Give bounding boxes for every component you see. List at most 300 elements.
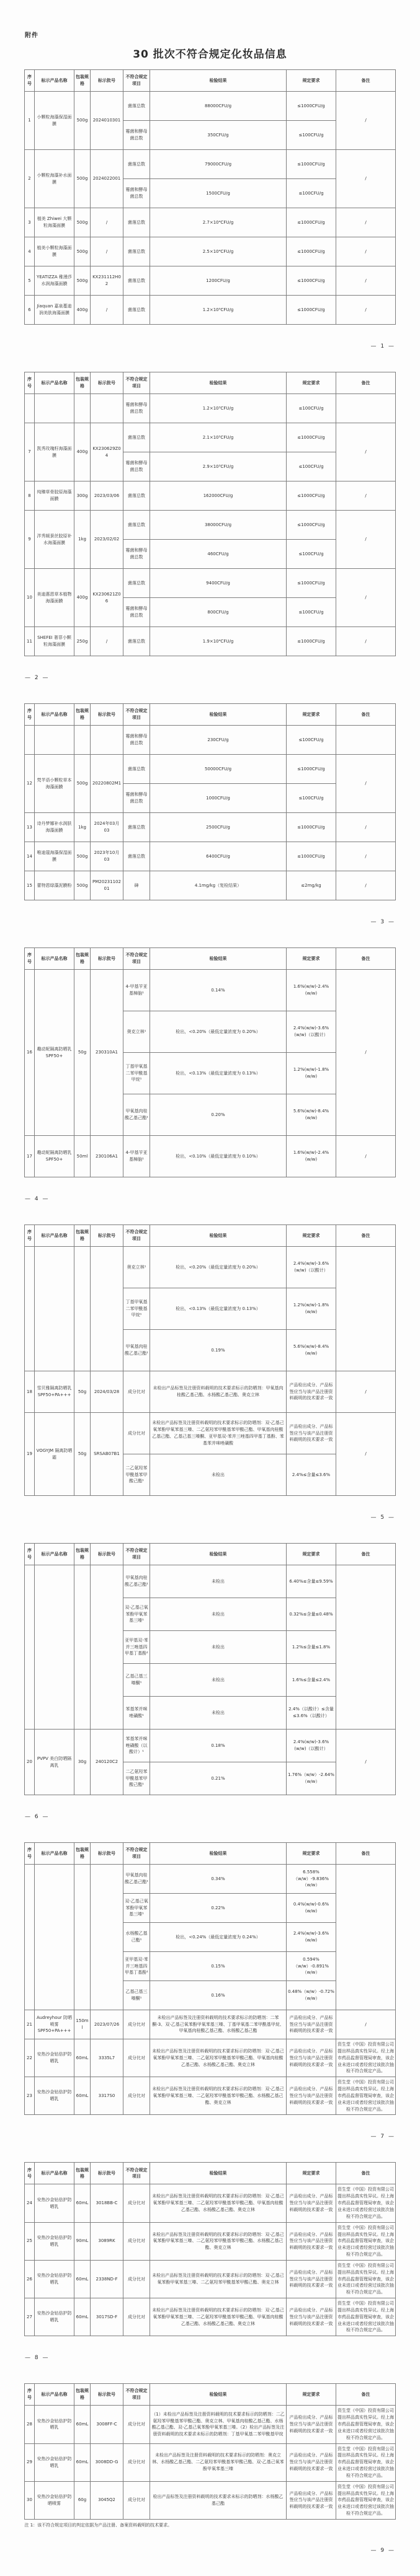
cell-requirement: 6.40%≤含量≤9.59%	[287, 1565, 336, 1598]
cell-no: 20	[25, 1730, 35, 1795]
col-header: 规定要求	[287, 372, 336, 394]
cell-batch: 240120C2	[91, 1730, 123, 1795]
col-header: 备注	[336, 948, 396, 970]
cell-spec: 60mL	[74, 2039, 91, 2077]
cell-item: 霉菌和酵母菌总数	[123, 452, 150, 481]
cell-requirement: 0.48%（w/w）-0.72%（w/w）	[287, 1981, 336, 2010]
cell-remark: /	[336, 266, 396, 296]
cell-item: 霉菌和酵母菌总数	[123, 179, 150, 208]
header-row	[25, 1544, 396, 1565]
cell-batch: /	[91, 237, 123, 266]
cell-remark: /	[336, 481, 396, 511]
cell-item: 奥克立林¹	[123, 1247, 150, 1288]
cell-product-name: 小颗粒海藻保湿面膜	[35, 92, 74, 150]
cell-batch: 2023/07/26	[91, 2010, 123, 2039]
cell-requirement: ≤1000CFU/g	[287, 92, 336, 121]
cell-product-name: 蕾特恩绿藻泥膜粉	[35, 871, 74, 900]
col-header: 标示批号	[91, 704, 123, 726]
col-header: 标示产品名称	[35, 948, 74, 970]
footnote: 注 1：该不符合规定项目的判定依据为产品注册、备案资料载明的技术要求。	[24, 2522, 172, 2528]
page-section-9	[0, 2383, 420, 2554]
col-header: 序号	[25, 704, 35, 726]
cell-result: 2.5×10⁴CFU/g	[150, 237, 287, 266]
cell-item: 丁基甲氧基二苯甲酰基甲烷¹	[123, 1053, 150, 1094]
cell-product-name: 凯秀玫瑰籽海藻面膜	[35, 423, 74, 481]
col-header: 检验结果	[150, 70, 287, 92]
cell-batch: /	[91, 208, 123, 237]
col-header: 包装规格	[74, 372, 91, 394]
table-head	[25, 2384, 396, 2406]
cell-item: 成分比对	[123, 2010, 150, 2039]
cell-batch: KX230621Z06	[91, 569, 123, 627]
cell-batch: 3008DD-G	[91, 2443, 123, 2481]
cell-remark: /	[336, 237, 396, 266]
cell-no: 29	[25, 2443, 35, 2481]
cell-result: 未检出	[150, 1598, 287, 1631]
header-row	[25, 372, 396, 394]
cell-spec: 60mL	[74, 2406, 91, 2443]
attachment-label: 附件	[25, 32, 38, 39]
table-row	[25, 1865, 396, 1894]
cell-result: 1.2×10³CFU/g	[150, 394, 287, 423]
col-header: 备注	[336, 70, 396, 92]
cell-requirement: ≤1000CFU/g	[287, 237, 336, 266]
cell-item: 成分比对	[123, 2481, 150, 2519]
cell-requirement: ≤1000CFU/g	[287, 481, 336, 511]
table-row	[25, 2481, 396, 2519]
cell-item: 成分比对	[123, 2222, 150, 2260]
cell-result: 0.16%	[150, 1981, 287, 2010]
cell-item: 甲氧基肉桂酸乙基己酯¹	[123, 1330, 150, 1371]
cell-item: 双-乙基己氧苯酚甲氧苯基三嗪¹	[123, 1894, 150, 1923]
cell-spec	[74, 726, 91, 755]
cell-spec: 50g	[74, 1371, 91, 1413]
cell-product-name: 纯臻草骨胶原海藻面膜	[35, 481, 74, 511]
table-row	[25, 970, 396, 1011]
cell-result: 1.9×10⁴CFU/g	[150, 627, 287, 656]
cell-batch: KX231112H02	[91, 266, 123, 296]
cell-spec: 500g	[74, 150, 91, 208]
col-header: 序号	[25, 1225, 35, 1247]
cell-item: 成分比对	[123, 1371, 150, 1413]
cell-item: 菌落总数	[123, 842, 150, 871]
table-row	[25, 813, 396, 842]
cell-result: 检出，<0.20%（最低定量浓度为 0.20%）	[150, 1011, 287, 1053]
cell-item: 亚甲基双-苯并三唑基四甲基丁基酚¹	[123, 1631, 150, 1664]
table-row	[25, 92, 396, 121]
cell-requirement: 产品检出成分、产品标签应当与该产品注册资料载明的技术要求一致	[287, 2406, 336, 2443]
cell-requirement: ≤100CFU/g	[287, 726, 336, 755]
table-row	[25, 2010, 396, 2039]
table-row	[25, 1371, 396, 1413]
cell-result: 检出，<0.24%（最低定量浓度为 0.24%）	[150, 1923, 287, 1952]
cell-requirement: 1.76%（w/w）-2.64%（w/w）	[287, 1762, 336, 1795]
cell-requirement: ≤1000CFU/g	[287, 511, 336, 540]
cell-result: （1）未检出产品标签及注册资料载明的技术要求标示的防晒剂：二乙氨羟苯甲酰基苯甲酸己酯、奥克立林、甲氧基肉桂酸乙基己酯、水杨酸乙基己酯、双-乙基己氧苯酚甲氧苯基三嗪。（2）检出产品标签及注册资料载明的技术要求未标示的防晒剂：丁基甲氧基二苯甲酰基甲烷	[150, 2406, 287, 2443]
cell-no: 8	[25, 481, 35, 511]
cell-result: 2.1×10⁵CFU/g	[150, 423, 287, 452]
cell-batch: 3018BB-C	[91, 2184, 123, 2222]
col-header: 包装规格	[74, 1843, 91, 1865]
cell-spec: 50g	[74, 1413, 91, 1496]
col-header: 规定要求	[287, 1225, 336, 1247]
cell-requirement: 产品检出成分、产品标签应当与该产品注册资料载明的技术要求一致	[287, 2260, 336, 2298]
header-row	[25, 704, 396, 726]
col-header: 包装规格	[74, 70, 91, 92]
cell-result: 0.22%	[150, 1894, 287, 1923]
cell-item: 霉菌和酵母菌总数	[123, 394, 150, 423]
page-number: — 3 —	[370, 919, 395, 925]
cell-batch	[91, 1565, 123, 1730]
cell-batch: 2023/03/06	[91, 481, 123, 511]
cell-requirement: 2.4%(w/w)-3.6%(w/w)（以酸计）	[287, 1011, 336, 1053]
col-header: 序号	[25, 948, 35, 970]
cell-item: 霉菌和酵母菌总数	[123, 598, 150, 627]
cell-remark: 资生堂（中国）投资有限公司提出样品真实性异议。经上海市药品监督管理局审查，该企业未进口或者经营过该批次抽检不符合规定产品。	[336, 2298, 396, 2336]
col-header: 标示批号	[91, 70, 123, 92]
cell-batch: /	[91, 296, 123, 325]
col-header: 备注	[336, 2163, 396, 2184]
cell-item: 奥克立林¹	[123, 1011, 150, 1053]
table-head	[25, 70, 396, 92]
cell-item: 双-乙基己氧苯酚甲氧苯基三嗪¹	[123, 1598, 150, 1631]
cell-remark: /	[336, 150, 396, 208]
data-table-page-7	[24, 1842, 396, 2115]
cell-result: 未检出	[150, 1565, 287, 1598]
cell-batch: 2024022001	[91, 150, 123, 208]
cell-no: 6	[25, 296, 35, 325]
cell-no: 2	[25, 150, 35, 208]
table-row	[25, 1413, 396, 1454]
cell-remark: /	[336, 296, 396, 325]
col-header: 包装规格	[74, 948, 91, 970]
col-header: 包装规格	[74, 2163, 91, 2184]
cell-product-name: PVPV 美白防晒隔离乳	[35, 1730, 74, 1795]
cell-no	[25, 1247, 35, 1371]
table-row	[25, 1565, 396, 1598]
cell-remark: /	[336, 842, 396, 871]
cell-item: 乙基己基三嗪酮¹	[123, 1664, 150, 1697]
cell-product-name: 诗丹梦娜补水润肤海藻面膜	[35, 813, 74, 842]
cell-requirement: 2.4%(w/w)-3.6%(w/w)（以酸计）	[287, 1730, 336, 1762]
cell-spec: 500g	[74, 755, 91, 813]
col-header: 不符合规定项目	[123, 2384, 150, 2406]
table-row	[25, 150, 396, 179]
cell-product-name: 植美小颗粒海藻面膜	[35, 237, 74, 266]
cell-requirement: ≤1000CFU/g	[287, 755, 336, 784]
cell-remark: /	[336, 755, 396, 813]
cell-item: 成分比对	[123, 2039, 150, 2077]
cell-result: 162000CFU/g	[150, 481, 287, 511]
cell-spec: 30g	[74, 1730, 91, 1795]
cell-batch: 20220802M1	[91, 755, 123, 813]
table-row	[25, 2039, 396, 2077]
cell-no: 1	[25, 92, 35, 150]
cell-remark: /	[336, 1413, 396, 1496]
cell-batch: 3008FF-C	[91, 2406, 123, 2443]
cell-result: 未检出产品标签及注册资料载明的技术要求标示的防晒剂：奥克立林、水杨酸乙基己酯、二乙氨羟苯甲酰基苯甲酸己酯、双-乙基己氧苯酚甲氧苯基三嗪	[150, 2443, 287, 2481]
col-header: 标示产品名称	[35, 1843, 74, 1865]
cell-remark	[336, 1865, 396, 2010]
cell-no	[25, 394, 35, 423]
col-header: 规定要求	[287, 948, 336, 970]
cell-spec: 300g	[74, 481, 91, 511]
page-number: — 5 —	[370, 1514, 395, 1521]
cell-requirement: 6.558%（w/w）-9.836%（w/w）	[287, 1865, 336, 1894]
page-section-5	[0, 1224, 420, 1521]
cell-requirement: ≤100CFU/g	[287, 121, 336, 150]
cell-product-name	[35, 726, 74, 755]
cell-spec	[74, 1565, 91, 1730]
cell-requirement: 产品检出成分、产品标签应当与该产品注册资料载明的技术要求一致	[287, 2298, 336, 2336]
col-header: 序号	[25, 372, 35, 394]
table-row	[25, 2077, 396, 2115]
cell-batch	[91, 1247, 123, 1371]
cell-requirement: ≤1000CFU/g	[287, 266, 336, 296]
cell-no: 10	[25, 569, 35, 627]
col-header: 检验结果	[150, 2384, 287, 2406]
page-title: 30 批次不符合规定化妆品信息	[133, 48, 287, 61]
table-head	[25, 1225, 396, 1247]
cell-spec	[74, 394, 91, 423]
page-section-8	[0, 2162, 420, 2361]
cell-product-name	[35, 1865, 74, 2010]
cell-remark: /	[336, 2010, 396, 2039]
cell-no: 22	[25, 2039, 35, 2077]
cell-result: 未检出	[150, 1664, 287, 1697]
cell-result: 未检出产品标签及注册资料载明的技术要求标示的防晒剂：双-乙基己氧苯酚甲氧苯基三嗪、二乙氨羟苯甲酰基苯甲酸己酯、甲氧基肉桂酸乙基己酯、水杨酸乙基己酯、奥克立林	[150, 2184, 287, 2222]
cell-requirement: ≤1000CFU/g	[287, 423, 336, 452]
col-header: 备注	[336, 2384, 396, 2406]
col-header: 包装规格	[74, 1544, 91, 1565]
cell-spec: 50ml	[74, 1136, 91, 1177]
cell-requirement: 产品检出成分、产品标签应当与该产品注册资料载明的技术要求一致	[287, 2039, 336, 2077]
cell-result: 230CFU/g	[150, 726, 287, 755]
cell-requirement: 产品检出成分、产品标签应当与该产品注册资料载明的技术要求一致	[287, 2184, 336, 2222]
col-header: 序号	[25, 2384, 35, 2406]
cell-no: 26	[25, 2260, 35, 2298]
table-row	[25, 2298, 396, 2336]
col-header: 不符合规定项目	[123, 1225, 150, 1247]
cell-item: 苯基苯并咪唑磺酸¹	[123, 1697, 150, 1730]
col-header: 备注	[336, 372, 396, 394]
cell-requirement: 1.6%(w/w)-2.4%(w/w)	[287, 1136, 336, 1177]
cell-result: 未检出产品标签及注册资料载明的技术要求标示的防晒剂：双-乙基己氧苯酚甲氧苯基三嗪、二乙氨羟苯甲酰基苯甲酸己酯、水杨酸乙基己酯、奥克立林	[150, 2222, 287, 2260]
cell-no: 4	[25, 237, 35, 266]
cell-no: 11	[25, 627, 35, 656]
cell-requirement: 产品检出成分、产品标签应当与该产品注册资料载明的技术要求一致	[287, 2010, 336, 2039]
cell-remark: 资生堂（中国）投资有限公司提出样品真实性异议。经上海市药品监督管理局审查，该企业未进口或者经营过该批次抽检不符合规定产品。	[336, 2443, 396, 2481]
cell-remark: /	[336, 423, 396, 481]
cell-result: 4.1mg/kg（复检结果）	[150, 871, 287, 900]
cell-batch	[91, 394, 123, 423]
cell-requirement: 产品检出成分、产品标签应当与该产品注册资料载明的技术要求一致	[287, 1371, 336, 1413]
cell-result: 未检出产品标签及注册资料载明的技术要求标示的防晒剂：双-乙基己氧苯酚甲氧苯基三嗪、二乙氨羟苯甲酰基苯甲酸己酯、甲氧基肉桂酸乙基己酯、水杨酸乙基己酯、奥克立林	[150, 2039, 287, 2077]
cell-no: 23	[25, 2077, 35, 2115]
cell-batch: 3089RK	[91, 2222, 123, 2260]
cell-requirement: 1.2%≤含量≤1.8%	[287, 1631, 336, 1664]
table-row	[25, 569, 396, 598]
table-row	[25, 423, 396, 452]
col-header: 标示批号	[91, 372, 123, 394]
page-number: — 8 —	[25, 2355, 50, 2362]
header-row	[25, 948, 396, 970]
cell-product-name: Jiaquan 嘉泉蔓迪润美肤海藻面膜	[35, 296, 74, 325]
col-header: 备注	[336, 1544, 396, 1565]
page-section-7	[0, 1842, 420, 2140]
data-table-page-1	[24, 69, 396, 325]
cell-result: 未检出产品标签及注册资料载明的技术要求标示的防晒剂：双-乙基己氧苯酚甲氧苯基三嗪、二乙氨羟苯甲酰基苯甲酸己酯、水杨酸乙基己酯、奥克立林	[150, 2077, 287, 2115]
col-header: 不符合规定项目	[123, 1544, 150, 1565]
cell-result: 88000CFU/g	[150, 92, 287, 121]
col-header: 序号	[25, 2163, 35, 2184]
cell-no: 28	[25, 2406, 35, 2443]
col-header: 标示产品名称	[35, 1225, 74, 1247]
cell-spec: 150ml	[74, 2010, 91, 2039]
cell-product-name: 安热沙金钻倍护防晒乳	[35, 2039, 74, 2077]
col-header: 不符合规定项目	[123, 1843, 150, 1865]
cell-result: 0.34%	[150, 1865, 287, 1894]
cell-remark: /	[336, 1730, 396, 1795]
cell-spec: 60mL	[74, 2260, 91, 2298]
page-section-6	[0, 1543, 420, 1820]
cell-item: 二乙氨羟苯甲酰基苯甲酸己酯¹	[123, 1762, 150, 1795]
cell-item: 亚甲基双-苯并三唑基四甲基丁基酚¹	[123, 1952, 150, 1981]
cell-requirement: 产品检出成分、产品标签应当与该产品注册资料载明的技术要求一致	[287, 1413, 336, 1454]
table-row	[25, 2443, 396, 2481]
cell-product-name: 美迪惠恩草本植物海藻面膜	[35, 569, 74, 627]
cell-no: 17	[25, 1136, 35, 1177]
table-row	[25, 208, 396, 237]
col-header: 序号	[25, 1544, 35, 1565]
col-header: 规定要求	[287, 1843, 336, 1865]
table-row	[25, 842, 396, 871]
cell-no: 19	[25, 1413, 35, 1496]
cell-remark: 资生堂（中国）投资有限公司提出样品真实性异议。经上海市药品监督管理局审查，该企业未进口或者经营过该批次抽检不符合规定产品。	[336, 2184, 396, 2222]
cell-product-name: 植美 Zhiwei 大颗粒海藻面膜	[35, 208, 74, 237]
cell-no: 13	[25, 813, 35, 842]
page-number: — 1 —	[370, 343, 395, 349]
cell-item: 菌落总数	[123, 150, 150, 179]
cell-item: 菌落总数	[123, 296, 150, 325]
col-header: 备注	[336, 1843, 396, 1865]
cell-remark: /	[336, 813, 396, 842]
cell-result: 检出，<0.13%（最低定量浓度为 0.13%）	[150, 1288, 287, 1330]
cell-batch: 2338ND-F	[91, 2260, 123, 2298]
cell-no: 24	[25, 2184, 35, 2222]
cell-product-name: 安热沙金钻倍护防晒乳	[35, 2260, 74, 2298]
cell-remark: /	[336, 569, 396, 627]
col-header: 检验结果	[150, 372, 287, 394]
cell-product-name: 梵芊语小颗粒草本海藻面膜	[35, 755, 74, 813]
cell-requirement: ≤100CFU/g	[287, 540, 336, 569]
table-row	[25, 237, 396, 266]
cell-result: 未检出产品标签及注册资料载明的技术要求标示的防晒剂：双-乙基己氧苯酚甲氧苯基三嗪、二乙氨羟苯甲酰基苯甲酸己酯、甲氧基肉桂酸乙基己酯、水杨酸乙基己酯、奥克立林	[150, 2298, 287, 2336]
cell-item: 菌落总数	[123, 481, 150, 511]
cell-batch: 3317S0	[91, 2077, 123, 2115]
cell-product-name	[35, 1565, 74, 1730]
cell-spec: 500g	[74, 266, 91, 296]
col-header: 标示产品名称	[35, 1544, 74, 1565]
cell-spec: 400g	[74, 569, 91, 627]
cell-no: 25	[25, 2222, 35, 2260]
header-row	[25, 1843, 396, 1865]
cell-item: 4-甲基苄亚基樟脑¹	[123, 970, 150, 1011]
cell-batch: /	[91, 627, 123, 656]
cell-item: 水杨酸乙基己酯¹	[123, 1923, 150, 1952]
cell-item: 菌落总数	[123, 511, 150, 540]
cell-item: 甲氧基肉桂酸乙基己酯¹	[123, 1565, 150, 1598]
header-row	[25, 70, 396, 92]
cell-product-name: YEATIZZA 稚漫莎水润海藻面膜	[35, 266, 74, 296]
cell-remark	[336, 1247, 396, 1371]
cell-requirement: 0.594%（w/w）-0.891%（w/w）	[287, 1952, 336, 1981]
cell-remark: /	[336, 970, 396, 1136]
cell-no	[25, 726, 35, 755]
cell-requirement: ≤100CFU/g	[287, 452, 336, 481]
cell-no: 7	[25, 423, 35, 481]
cell-result: 9400CFU/g	[150, 569, 287, 598]
col-header: 包装规格	[74, 1225, 91, 1247]
col-header: 检验结果	[150, 2163, 287, 2184]
cell-spec: 1kg	[74, 813, 91, 842]
col-header: 不符合规定项目	[123, 948, 150, 970]
col-header: 不符合规定项目	[123, 372, 150, 394]
cell-remark: 资生堂（中国）投资有限公司提出样品真实性异议。经上海市药品监督管理局审查，该企业未进口或者经营过该批次抽检不符合规定产品。	[336, 2039, 396, 2077]
cell-no	[25, 1865, 35, 2010]
table-row	[25, 266, 396, 296]
cell-spec: 1kg	[74, 511, 91, 569]
cell-remark: /	[336, 511, 396, 569]
cell-requirement: 产品检出成分、产品标签应当与该产品注册资料载明的技术要求一致	[287, 2222, 336, 2260]
col-header: 标示批号	[91, 2163, 123, 2184]
page-number: — 2 —	[25, 675, 50, 681]
col-header: 标示产品名称	[35, 70, 74, 92]
cell-result: 2.7×10⁴CFU/g	[150, 208, 287, 237]
cell-spec: 60mL	[74, 2298, 91, 2336]
cell-spec: 500g	[74, 842, 91, 871]
cell-product-name: 安热沙金钻倍护防晒乳	[35, 2184, 74, 2222]
cell-no: 27	[25, 2298, 35, 2336]
cell-result: 0.18%	[150, 1730, 287, 1762]
cell-batch: 3335L7	[91, 2039, 123, 2077]
col-header: 标示批号	[91, 1225, 123, 1247]
cell-no: 15	[25, 871, 35, 900]
cell-spec	[74, 1865, 91, 2010]
cell-product-name: 趣动妮隔离防晒乳 SPF50+	[35, 1136, 74, 1177]
cell-requirement: 2.4%(w/w)-3.6%(w/w)（以酸计）	[287, 1247, 336, 1288]
cell-batch	[91, 726, 123, 755]
cell-product-name: 安热沙金钻倍护防晒喷雾	[35, 2481, 74, 2519]
cell-result: 未检出	[150, 1631, 287, 1664]
table-row	[25, 871, 396, 900]
col-header: 检验结果	[150, 1225, 287, 1247]
cell-no	[25, 1565, 35, 1730]
cell-no: 18	[25, 1371, 35, 1413]
cell-result: 800CFU/g	[150, 598, 287, 627]
cell-item: 菌落总数	[123, 423, 150, 452]
cell-batch: 2024年03月03	[91, 813, 123, 842]
col-header: 标示批号	[91, 1843, 123, 1865]
table-body	[25, 92, 396, 325]
cell-spec: 400g	[74, 423, 91, 481]
cell-requirement: 0.4%(w/w)-0.6%(w/w)	[287, 1894, 336, 1923]
cell-spec: 60g	[74, 2481, 91, 2519]
data-table-page-6	[24, 1543, 396, 1795]
col-header: 规定要求	[287, 1544, 336, 1565]
page-number: — 4 —	[25, 1196, 50, 1202]
cell-requirement: 5.6%(w/w)-8.4%(w/w)	[287, 1330, 336, 1371]
